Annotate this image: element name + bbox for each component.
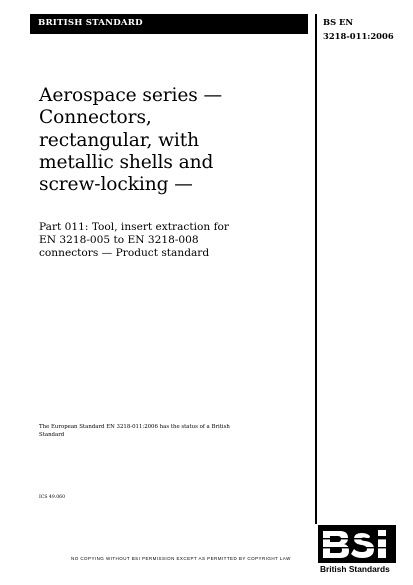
ics-label: ICS 49.060 bbox=[39, 495, 66, 500]
document-subtitle bbox=[39, 221, 311, 260]
header-publisher-label: BRITISH STANDARD bbox=[38, 18, 143, 28]
status-note-line: Standard bbox=[39, 432, 65, 438]
standard-code bbox=[323, 15, 394, 43]
standard-code-line-1: BS EN bbox=[323, 17, 354, 27]
subtitle-line: EN 3218-005 to EN 3218-008 bbox=[39, 234, 199, 246]
copyright-notice: NO COPYING WITHOUT BSI PERMISSION EXCEPT AS PERMITTED BY COPYRIGHT LAW bbox=[71, 556, 291, 561]
bsi-logo-icon bbox=[318, 525, 396, 563]
bsi-logo-caption: British Standards bbox=[320, 564, 390, 574]
subtitle-line: Part 011: Tool, insert extraction for bbox=[39, 221, 229, 233]
vertical-divider bbox=[315, 14, 317, 524]
title-line: Aerospace series — bbox=[39, 85, 223, 106]
standard-code-line-2: 3218-011:2006 bbox=[323, 31, 394, 41]
title-line: screw-locking — bbox=[39, 174, 193, 196]
status-note-line: The European Standard EN 3218-011:2006 has the status of a British bbox=[39, 424, 230, 430]
title-line: Connectors, bbox=[39, 107, 152, 129]
title-line: rectangular, with bbox=[39, 129, 200, 151]
title-line: metallic shells and bbox=[39, 151, 214, 173]
subtitle-line: connectors — Product standard bbox=[39, 247, 210, 259]
document-title bbox=[39, 85, 311, 196]
status-note bbox=[39, 423, 230, 439]
bsi-logo bbox=[318, 525, 396, 577]
